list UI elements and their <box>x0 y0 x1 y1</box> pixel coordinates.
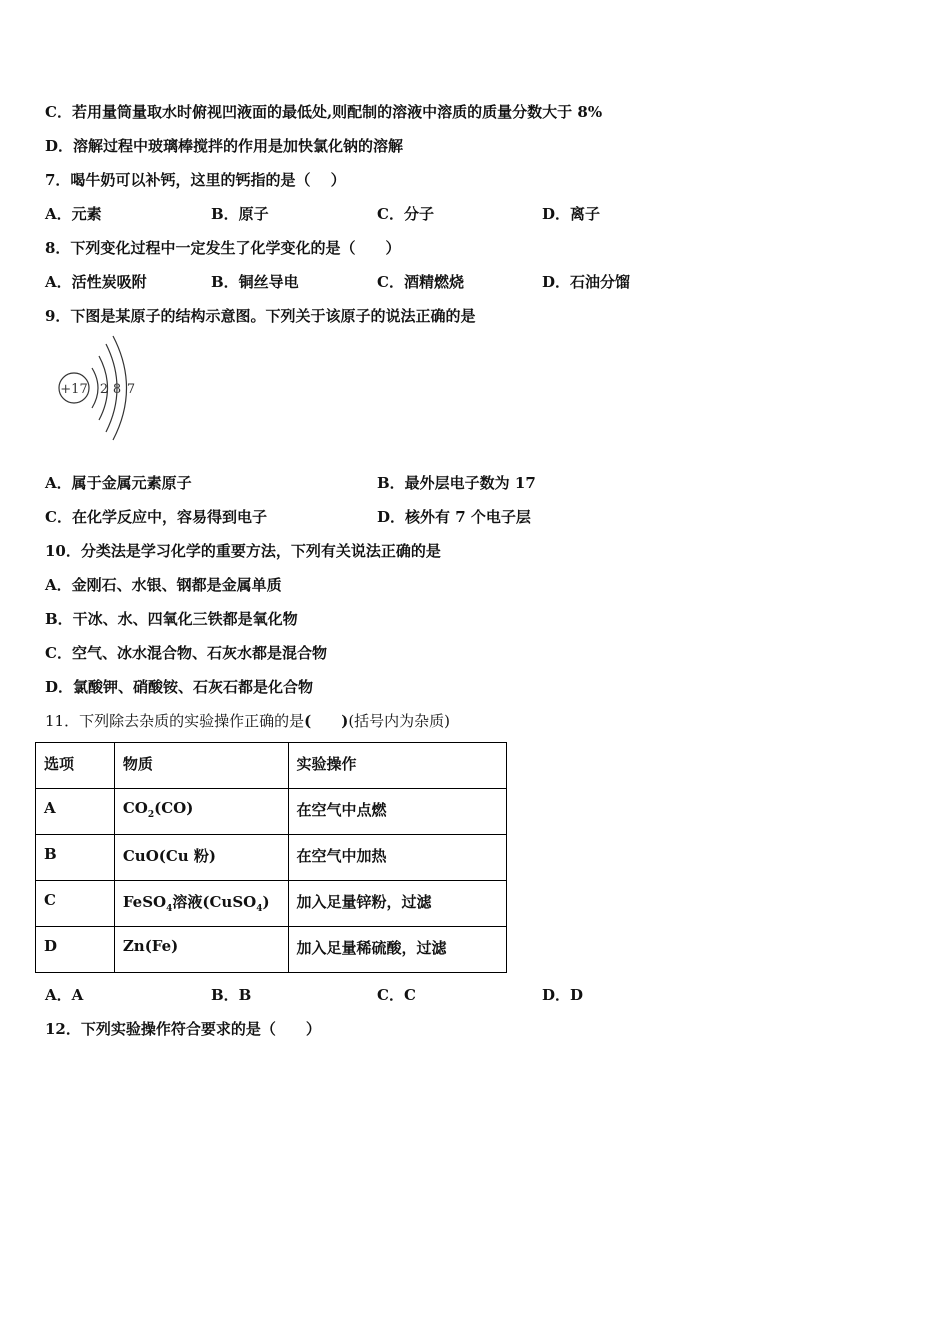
q7-stem: 7．喝牛奶可以补钙，这里的钙指的是（ ） <box>45 171 346 189</box>
table-row <box>36 789 507 835</box>
row-option: D <box>36 927 115 973</box>
q8-option-b: B．铜丝导电 <box>211 273 299 291</box>
shell-1-electrons: 2 <box>99 382 109 397</box>
subscript: 4 <box>166 904 173 914</box>
table-header-row <box>36 743 507 789</box>
subscript: 4 <box>256 904 263 914</box>
q10-option-d: D．氯酸钾、硝酸铵、石灰石都是化合物 <box>45 678 314 696</box>
q11-stem <box>45 711 450 731</box>
q10-option-b: B．干冰、水、四氧化三铁都是氧化物 <box>45 610 298 628</box>
atom-structure-diagram <box>52 334 142 444</box>
q6-option-c: C．若用量筒量取水时俯视凹液面的最低处,则配制的溶液中溶质的质量分数大于 8% <box>45 103 603 121</box>
q11-table <box>35 742 507 973</box>
q7-option-d: D．离子 <box>542 205 601 223</box>
q11-number: 11． <box>45 712 80 730</box>
q7-option-a: A．元素 <box>45 205 102 223</box>
q7-option-c: C．分子 <box>377 205 434 223</box>
shell-arc-1 <box>92 368 98 408</box>
q11-stem-text: 下列除去杂质的实验操作正确的是 <box>79 712 305 730</box>
substance-part: CuO(Cu 粉) <box>122 847 217 865</box>
q9-option-d: D．核外有 7 个电子层 <box>377 508 531 526</box>
q11-stem-note: (括号内为杂质) <box>348 712 451 730</box>
q9-option-b: B．最外层电子数为 17 <box>377 474 536 492</box>
q9-option-c: C．在化学反应中，容易得到电子 <box>45 508 267 526</box>
header-option: 选项 <box>36 743 115 789</box>
q8-option-d: D．石油分馏 <box>542 273 631 291</box>
substance-part: FeSO <box>122 893 167 911</box>
q9-option-a: A．属于金属元素原子 <box>45 474 192 492</box>
row-option: A <box>36 789 115 835</box>
table-row <box>36 835 507 881</box>
header-operation: 实验操作 <box>288 743 506 789</box>
row-option: C <box>36 881 115 927</box>
shell-3-electrons: 7 <box>126 382 136 397</box>
q8-option-a: A．活性炭吸附 <box>45 273 147 291</box>
q8-option-c: C．酒精燃烧 <box>377 273 464 291</box>
q8-stem: 8．下列变化过程中一定发生了化学变化的是（ ） <box>45 239 401 257</box>
q12-stem: 12．下列实验操作符合要求的是（ ） <box>45 1020 321 1038</box>
q10-stem: 10．分类法是学习化学的重要方法，下列有关说法正确的是 <box>45 542 441 560</box>
q9-stem: 9．下图是某原子的结构示意图。下列关于该原子的说法正确的是 <box>45 307 476 325</box>
nucleus-charge: +17 <box>60 382 88 397</box>
row-substance <box>114 789 288 835</box>
substance-part: (CO) <box>154 799 194 817</box>
q6-option-d: D．溶解过程中玻璃棒搅拌的作用是加快氯化钠的溶解 <box>45 137 404 155</box>
substance-part: ) <box>262 893 270 911</box>
row-operation: 加入足量锌粉，过滤 <box>288 881 506 927</box>
table-row <box>36 881 507 927</box>
subscript: 2 <box>147 810 155 820</box>
row-substance <box>114 881 288 927</box>
row-operation: 加入足量稀硫酸，过滤 <box>288 927 506 973</box>
substance-part: CO <box>122 799 148 817</box>
row-substance <box>114 927 288 973</box>
row-operation: 在空气中加热 <box>288 835 506 881</box>
substance-part: Zn(Fe) <box>122 937 179 955</box>
shell-2-electrons: 8 <box>112 382 122 397</box>
q11-option-d: D．D <box>542 986 584 1004</box>
row-option: B <box>36 835 115 881</box>
substance-part: 溶液(CuSO <box>172 893 257 911</box>
row-operation: 在空气中点燃 <box>288 789 506 835</box>
q11-stem-paren: ( ) <box>304 712 349 730</box>
header-substance: 物质 <box>114 743 288 789</box>
q7-option-b: B．原子 <box>211 205 269 223</box>
q10-option-a: A．金刚石、水银、钢都是金属单质 <box>45 576 282 594</box>
q10-option-c: C．空气、冰水混合物、石灰水都是混合物 <box>45 644 327 662</box>
q11-option-a: A．A <box>45 986 84 1004</box>
q11-option-c: C．C <box>377 986 416 1004</box>
table-row <box>36 927 507 973</box>
q11-option-b: B．B <box>211 986 252 1004</box>
row-substance <box>114 835 288 881</box>
